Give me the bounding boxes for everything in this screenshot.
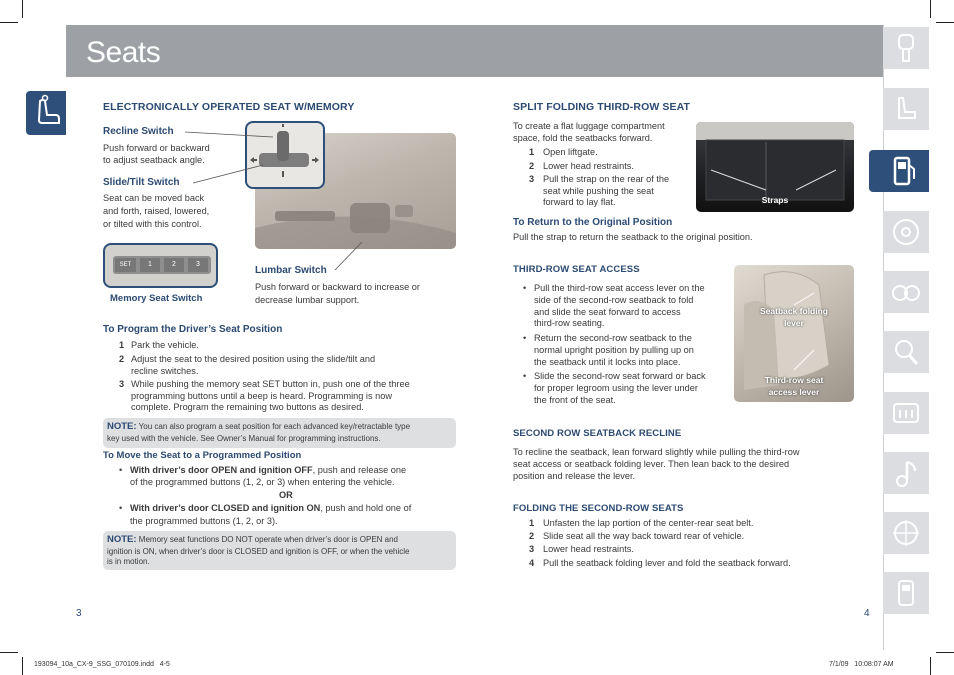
climate-icon [891, 398, 921, 428]
slide-text-3: or tilted with this control. [103, 219, 202, 229]
slide-switch-title: Slide/Tilt Switch [103, 177, 180, 188]
slide-text-1: Seat can be moved back [103, 193, 205, 203]
or-separator: OR [279, 490, 293, 500]
note-box-key-programming [103, 418, 456, 448]
split-step-1: 1 Open liftgate. [529, 147, 598, 157]
recline-text-1: Push forward or backward [103, 143, 210, 153]
crop-mark [22, 657, 23, 675]
memory-switch-inset [103, 243, 218, 288]
crop-mark [936, 22, 954, 23]
recline-text-line-1: To recline the seatback, lean forward slightly while pulling the third-row [513, 447, 800, 457]
split-intro-2: space, fold the seatbacks forward. [513, 133, 653, 143]
seatback-folding-lever-label-1: Seatback folding [759, 306, 828, 316]
straps-label: Straps [761, 195, 789, 205]
crop-mark [930, 657, 931, 675]
section-tab-seat [26, 91, 66, 135]
recline-text-line-3: position and release the lever. [513, 471, 636, 481]
memory-button-1: 1 [140, 258, 160, 272]
note-box-memory-conditions [103, 531, 456, 570]
crop-mark [936, 652, 954, 653]
callout-lines [185, 125, 275, 195]
return-original-text: Pull the strap to return the seatback to the original position. [513, 232, 753, 242]
tab-gauges[interactable] [883, 271, 929, 313]
third-row-access-lever-label-1: Third-row seat [764, 375, 824, 385]
memory-switch-label: Memory Seat Switch [110, 293, 203, 304]
music-note-icon [891, 458, 921, 488]
split-step-2: 2 Lower head restraints. [529, 161, 634, 171]
second-row-seat-photo [734, 265, 854, 402]
folding-step-2: 2 Slide seat all the way back toward rear of vehicle. [529, 531, 745, 541]
access-bullet-3: • Slide the second-row seat forward or back for proper legroom using the lever under the front of the seat. [523, 371, 706, 405]
access-bullet-1: • Pull the third-row seat access lever on the side of the second-row seatback to fold and slide the seat forward to access third-row seating. [523, 283, 705, 329]
move-bullet-1: • With driver’s door OPEN and ignition OFF, push and release one of the programmed buttons (1, 2, or 3) when entering the vehicle. [119, 465, 407, 487]
split-intro-1: To create a flat luggage compartment [513, 121, 665, 131]
move-bullet-2: • With driver’s door CLOSED and ignition ON, push and hold one of the programmed buttons (1, 2, or 3). [119, 503, 412, 526]
note-2-line-3: is in motion. [107, 557, 150, 566]
recline-switch-title: Recline Switch [103, 126, 174, 137]
program-seat-title: To Program the Driver’s Seat Position [103, 324, 283, 335]
memory-set-button: SET [115, 258, 136, 272]
page-title: Seats [86, 36, 161, 69]
program-step-3: 3 While pushing the memory seat SET button in, push one of the three programming buttons until a beep is heard. Programming is now complete. Program the remaining two buttons as desired. [119, 379, 410, 413]
page-number-right: 4 [864, 608, 870, 619]
program-step-2: 2 Adjust the seat to the desired position using the slide/tilt and recline switches. [119, 354, 376, 376]
folding-step-1: 1 Unfasten the lap portion of the center-rear seat belt. [529, 518, 754, 528]
tab-climate[interactable] [883, 392, 929, 434]
folding-step-3: 3 Lower head restraints. [529, 544, 634, 554]
slide-text-2: and forth, raised, lowered, [103, 206, 210, 216]
crop-mark [22, 0, 23, 18]
folding-step-4: 4 Pull the seatback folding lever and fold the seatback forward. [529, 558, 791, 568]
lumbar-text-1: Push forward or backward to increase or [255, 282, 420, 292]
section-title-split-folding: SPLIT FOLDING THIRD-ROW SEAT [513, 101, 691, 113]
crop-mark [0, 652, 18, 653]
recline-text-line-2: seat access or seatback folding lever. Then lean back to the desired [513, 459, 790, 469]
fuel-pump-icon [883, 155, 923, 187]
lumbar-text-2: decrease lumbar support. [255, 295, 360, 305]
move-seat-title: To Move the Seat to a Programmed Position [103, 450, 302, 461]
tab-seats[interactable] [883, 88, 929, 130]
crop-mark [930, 0, 931, 18]
page-number-left: 3 [76, 608, 82, 619]
cargo-area-photo [696, 122, 854, 212]
steering-wheel-icon [891, 217, 921, 247]
memory-button-strip [113, 256, 211, 274]
lumbar-callout-line [334, 240, 364, 272]
memory-button-3: 3 [188, 258, 208, 272]
tab-fuel[interactable] [869, 150, 929, 192]
seat-icon [891, 94, 921, 124]
second-row-recline-title: SECOND ROW SEATBACK RECLINE [513, 428, 682, 439]
lumbar-switch-title: Lumbar Switch [255, 265, 327, 276]
recline-text-2: to adjust seatback angle. [103, 155, 205, 165]
third-row-access-lever-label-2: access lever [768, 387, 820, 397]
navigation-icon [891, 518, 921, 548]
magnifier-icon [891, 337, 921, 367]
header-bar [66, 25, 883, 77]
tab-steering[interactable] [883, 211, 929, 253]
key-icon [891, 33, 921, 63]
memory-button-2: 2 [164, 258, 184, 272]
footer-filename: 193094_10a_CX-9_SSG_070109.indd 4-5 [34, 661, 170, 668]
crop-mark [0, 22, 18, 23]
program-step-1: 1 Park the vehicle. [119, 340, 199, 350]
tab-audio[interactable] [883, 452, 929, 494]
note-2-line-1: NOTE: Memory seat functions DO NOT operate when driver’s door is OPEN and [107, 534, 399, 545]
return-original-title: To Return to the Original Position [513, 217, 673, 228]
access-bullet-2: • Return the second-row seatback to the normal upright position by pulling up on the seatback until it locks into place. [523, 333, 694, 367]
note-1-line-2: key used with the vehicle. See Owner’s Manual for programming instructions. [107, 434, 381, 443]
tab-phone[interactable] [883, 572, 929, 614]
tab-navigation[interactable] [883, 512, 929, 554]
note-1-line-1: NOTE: You can also program a seat position for each advanced key/retractable type [107, 421, 411, 432]
footer-timestamp: 7/1/09 10:08:07 AM [829, 661, 894, 668]
folding-second-row-title: FOLDING THE SECOND-ROW SEATS [513, 503, 684, 514]
phone-icon [891, 578, 921, 608]
split-step-3: 3 Pull the strap on the rear of the seat while pushing the seat forward to lay flat. [529, 174, 670, 208]
section-title-memory-seat: ELECTRONICALLY OPERATED SEAT W/MEMORY [103, 101, 355, 113]
tab-key[interactable] [883, 27, 929, 69]
seatback-folding-lever-label-2: lever [784, 318, 804, 328]
tab-search[interactable] [883, 331, 929, 373]
third-row-access-title: THIRD-ROW SEAT ACCESS [513, 264, 640, 275]
seat-icon [26, 91, 66, 135]
gauges-icon [891, 277, 921, 307]
note-2-line-2: ignition is ON, when driver’s door is CLOSED and ignition is OFF, or when the vehicle [107, 547, 410, 556]
